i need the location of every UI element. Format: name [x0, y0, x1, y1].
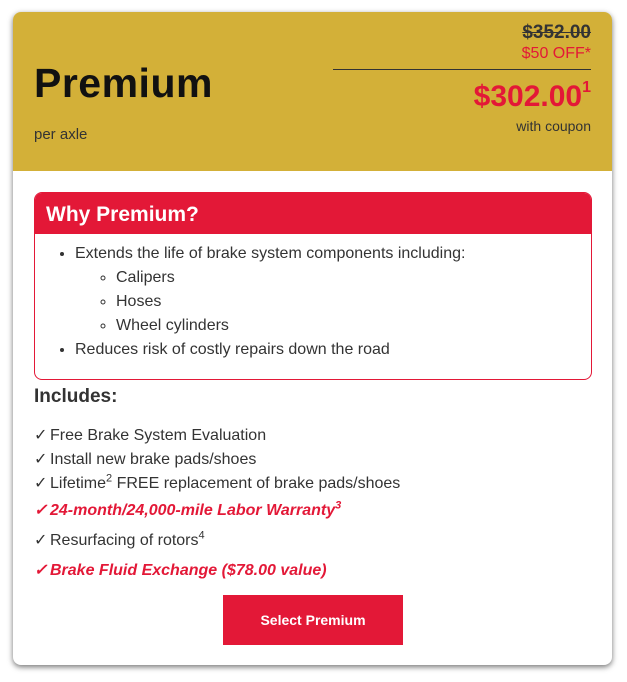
check-icon: ✓	[34, 427, 48, 444]
plan-title: Premium	[34, 60, 213, 106]
include-item-text: Install new brake pads/shoes	[50, 451, 257, 468]
plan-unit: per axle	[34, 126, 88, 143]
include-item	[34, 448, 400, 472]
why-item	[75, 242, 591, 338]
why-premium-title: Why Premium?	[35, 193, 591, 234]
check-icon: ✓	[34, 451, 48, 468]
footnote-marker: 3	[335, 499, 342, 512]
price-divider	[333, 69, 591, 70]
component-list	[75, 266, 591, 338]
component-item: ◦ Wheel cylinders	[116, 314, 591, 338]
include-item	[34, 472, 400, 496]
include-item-text: Lifetime	[50, 475, 107, 492]
component-item: ◦ Calipers	[116, 266, 591, 290]
card-header	[13, 12, 612, 171]
sale-price	[473, 79, 591, 113]
check-icon: ✓	[34, 562, 48, 579]
include-item-text: 24-month/24,000-mile Labor Warranty	[50, 502, 336, 519]
why-item: • Reduces risk of costly repairs down the road	[75, 338, 591, 362]
price-footnote: 1	[582, 79, 591, 96]
include-item	[34, 526, 400, 556]
include-item-highlight	[34, 556, 400, 586]
include-item-text: Resurfacing of rotors	[50, 532, 199, 549]
pricing-card	[13, 12, 612, 665]
why-premium-list	[35, 234, 591, 362]
component-item: ◦ Hoses	[116, 290, 591, 314]
check-icon: ✓	[34, 502, 48, 519]
footnote-marker: 2	[106, 472, 113, 485]
discount-label: $50 OFF*	[521, 45, 591, 62]
include-item-text: FREE replacement of brake pads/shoes	[112, 475, 401, 492]
include-item-text: Brake Fluid Exchange ($78.00 value)	[50, 562, 327, 579]
why-premium-box	[34, 192, 592, 380]
include-item-text: Free Brake System Evaluation	[50, 427, 267, 444]
sale-price-value: $302.00	[473, 80, 583, 113]
check-icon: ✓	[34, 475, 48, 492]
check-icon: ✓	[34, 532, 48, 549]
footnote-marker: 4	[198, 529, 205, 542]
original-price: $352.00	[522, 22, 591, 43]
include-item-highlight	[34, 496, 400, 526]
includes-list	[34, 424, 400, 586]
why-item-text: Extends the life of brake system components including:	[75, 245, 466, 262]
include-item	[34, 424, 400, 448]
price-note: with coupon	[516, 118, 591, 134]
includes-title: Includes:	[34, 386, 118, 407]
select-premium-button[interactable]: Select Premium	[223, 595, 403, 645]
